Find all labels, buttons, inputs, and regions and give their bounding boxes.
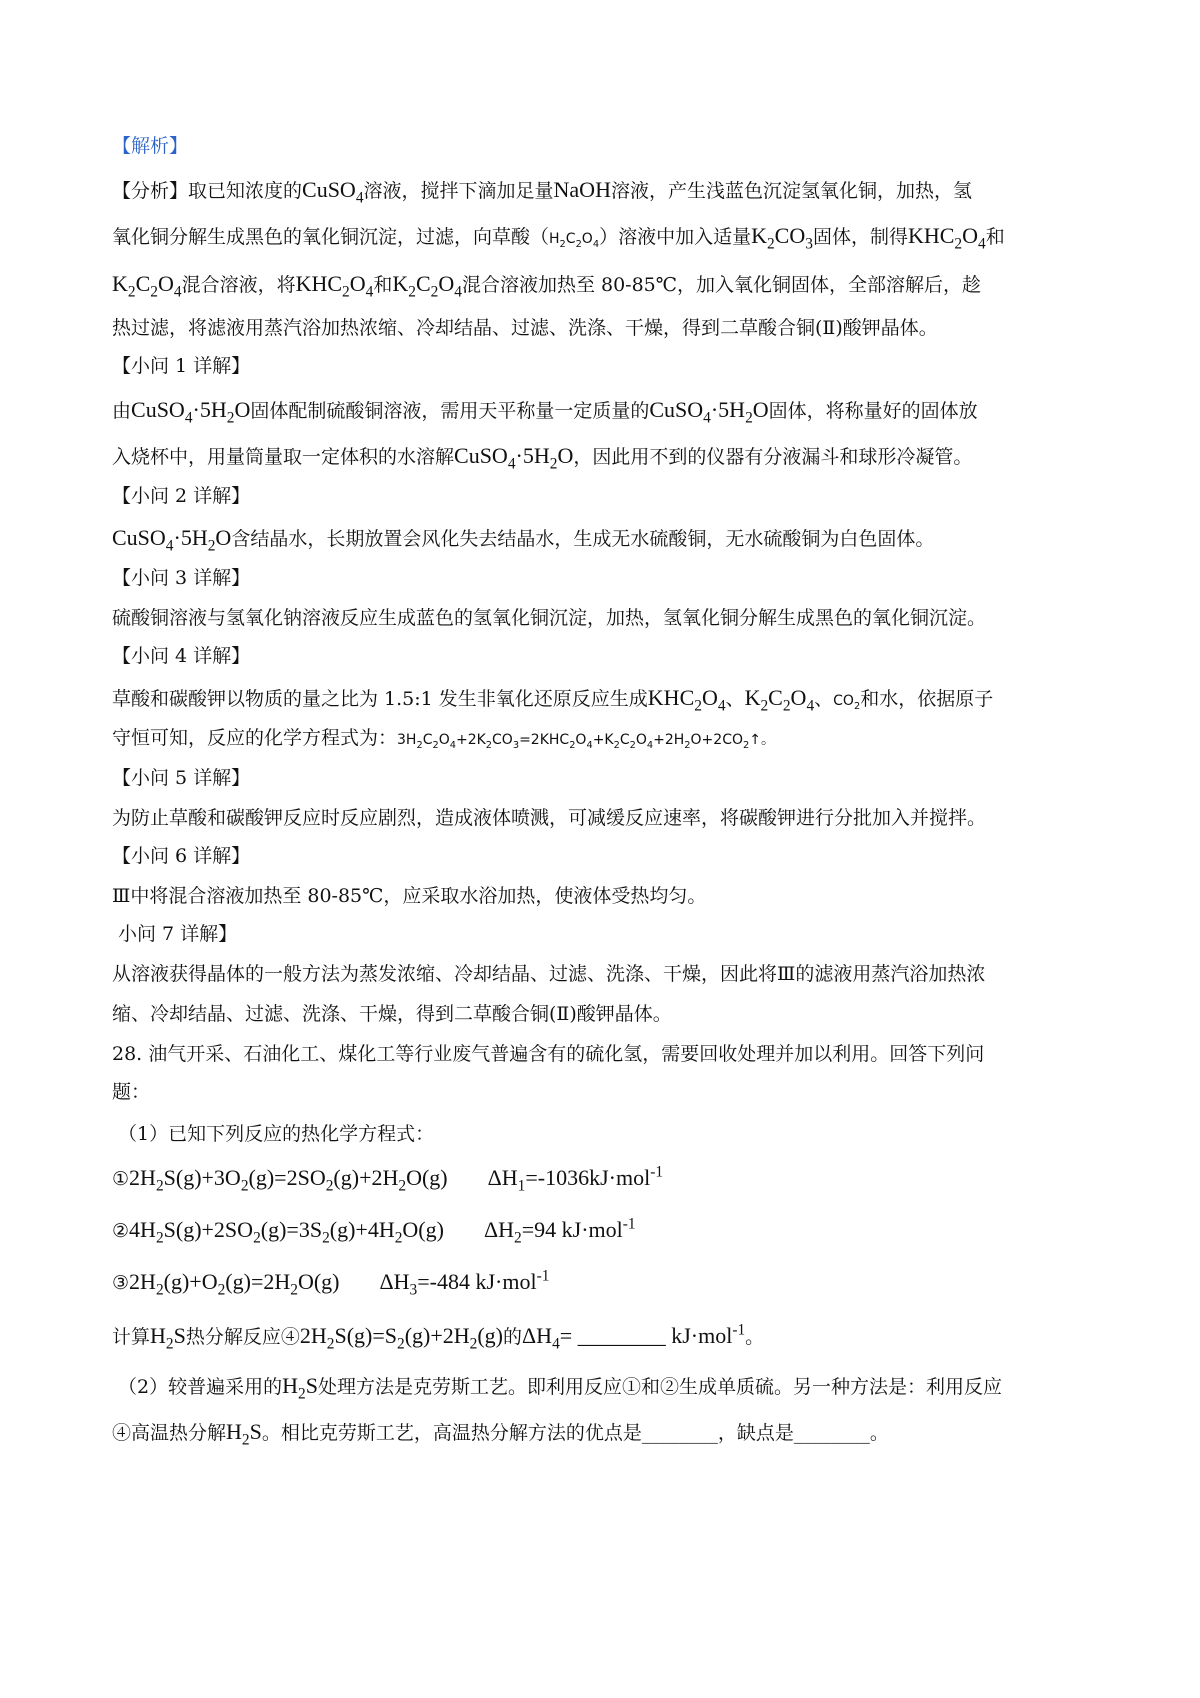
q3-line-1: 硫酸铜溶液与氢氧化钠溶液反应生成蓝色的氢氧化铜沉淀，加热，氢氧化铜分解生成黑色的氧化铜沉淀。: [112, 607, 987, 629]
q1-line-1: 由$CuSO_4\cdot 5H_2O$固体配制硫酸铜溶液，需用天平称量一定质量的$CuSO_4\cdot 5H_2O$固体，将称量好的固体放: [112, 397, 978, 427]
analysis-line-1: 【分析】取已知浓度的CuSO$_4$溶液，搅拌下滴加足量NaOH溶液，产生浅蓝色沉淀氢氧化铜，加热，氢: [112, 177, 972, 207]
q4-heading: 【小问 4 详解】: [112, 645, 251, 667]
q7-line-1: 从溶液获得晶体的一般方法为蒸发浓缩、冷却结晶、过滤、洗涤、干燥，因此将Ⅲ的滤液用蒸汽浴加热浓: [112, 963, 986, 985]
q2-heading: 【小问 2 详解】: [112, 485, 251, 507]
equation-2: $②4H_2S(g)+2SO_2(g)=3S_2(g)+4H_2O(g)$ $\Delta H_2=94$ kJ·mol$^{-1}$: [112, 1215, 636, 1247]
question-28-part-2-line-1: （2）较普遍采用的$H_2S$处理方法是克劳斯工艺。即利用反应①和②生成单质硫。另一种方法是：利用反应: [118, 1373, 1002, 1403]
q1-heading: 【小问 1 详解】: [112, 355, 251, 377]
equation-3: $③2H_2(g)+O_2(g)=2H_2O(g)$ $\Delta H_3=-484$ kJ·mol$^{-1}$: [112, 1267, 550, 1299]
q2-line-1: $CuSO_4\cdot 5H_2O$含结晶水，长期放置会风化失去结晶水，生成无水硫酸铜，无水硫酸铜为白色固体。: [112, 525, 935, 555]
q7-line-2: 缩、冷却结晶、过滤、洗涤、干燥，得到二草酸合铜(Ⅱ)酸钾晶体。: [112, 1003, 672, 1025]
q4-line-1: 草酸和碳酸钾以物质的量之比为 1.5:1 发生非氧化还原反应生成$KHC_2O_4$、$K_2C_2O_4$、$CO_2$和水，依据原子: [112, 685, 994, 715]
jiexi-heading: 【解析】: [112, 135, 189, 157]
q5-line-1: 为防止草酸和碳酸钾反应时反应剧烈，造成液体喷溅，可减缓反应速率，将碳酸钾进行分批加入并搅拌。: [112, 807, 987, 829]
equation-1: $①2H_2S(g)+3O_2(g)=2SO_2(g)+2H_2O(g)$ $\Delta H_1=-1036kJ\cdot mol^{-1}$: [112, 1163, 664, 1195]
q7-heading: 小问 7 详解】: [118, 923, 238, 945]
q6-line-1: Ⅲ中将混合溶液加热至 80-85℃，应采取水浴加热，使液体受热均匀。: [112, 885, 707, 907]
analysis-line-4: 热过滤，将滤液用蒸汽浴加热浓缩、冷却结晶、过滤、洗涤、干燥，得到二草酸合铜(Ⅱ)酸钾晶体。: [112, 317, 938, 339]
answer-blank-dh4: ________: [577, 1323, 666, 1348]
calc-line: 计算$H_2S$热分解反应$④2H_2S(g)=S_2(g)+2H_2(g)$的$\Delta H_4=$ ________ kJ·mol$^{-1}$。: [112, 1321, 765, 1353]
question-28-part-2-line-2: ④高温热分解$H_2S$。相比克劳斯工艺，高温热分解方法的优点是________，缺点是________。: [112, 1419, 889, 1449]
q3-heading: 【小问 3 详解】: [112, 567, 251, 589]
analysis-line-2: 氧化铜分解生成黑色的氧化铜沉淀，过滤，向草酸$(H_2C_2O_4)$溶液中加入适量$K_2CO_3$固体，制得$KHC_2O_4$和: [112, 223, 1005, 253]
analysis-line-3: $K_2C_2O_4$混合溶液，将$KHC_2O_4$和$K_2C_2O_4$混合溶液加热至 80-85℃，加入氧化铜固体，全部溶解后，趁: [112, 271, 982, 301]
q4-line-2: 守恒可知，反应的化学方程式为：$3H_2C_2O_4+2K_2CO_3=2KHC_2O_4+K_2C_2O_4+2H_2O+2CO_2↑$。: [112, 727, 775, 751]
question-28-line-2: 题：: [112, 1081, 151, 1103]
question-28-line-1: 28. 油气开采、石油化工、煤化工等行业废气普遍含有的硫化氢，需要回收处理并加以利用。回答下列问: [112, 1043, 985, 1065]
q6-heading: 【小问 6 详解】: [112, 845, 251, 867]
question-28-part-1: （1）已知下列反应的热化学方程式：: [118, 1123, 435, 1145]
q5-heading: 【小问 5 详解】: [112, 767, 251, 789]
q1-line-2: 入烧杯中，用量筒量取一定体积的水溶解$CuSO_4\cdot 5H_2O$，因此用不到的仪器有分液漏斗和球形冷凝管。: [112, 443, 973, 473]
